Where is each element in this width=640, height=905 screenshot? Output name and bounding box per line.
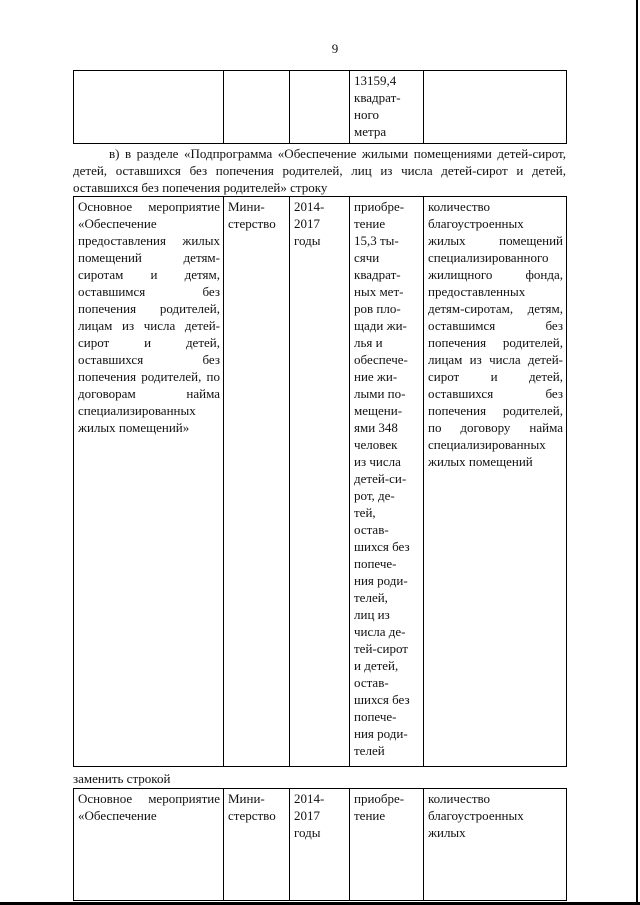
table-continuation	[73, 70, 567, 144]
period-cell: 2014- 2017 годы	[290, 197, 350, 767]
event-cell: Основное мероприятие «Обеспечение	[74, 789, 224, 901]
result-cell: количество благоустроенных жилых	[424, 789, 567, 901]
table-new-row	[73, 788, 567, 901]
indicator-cell: приобре- тение	[350, 789, 424, 901]
period-cell: 2014- 2017 годы	[290, 789, 350, 901]
table-cell	[74, 71, 224, 144]
table-cell: 13159,4 квадрат- ного метра	[350, 71, 424, 144]
table-row	[74, 71, 567, 144]
page-right-border	[636, 0, 638, 905]
replace-paragraph: заменить строкой	[73, 771, 171, 786]
table-cell	[224, 71, 290, 144]
table-cell	[290, 71, 350, 144]
amendment-paragraph: в) в разделе «Подпрограмма «Обеспечение жилыми помещениями детей-сирот, детей, оставшихся без попечения родителей, лиц из числа детей-сирот и детей, оставшихся без попечения родителей» строку	[73, 146, 566, 195]
table-row	[74, 197, 567, 767]
result-cell: количество благоустроенных жилых помещений специализированного жилищного фонда, предоставленных детям-сиротам, детям, оставшимся без попечения родителей, лицам из числа детей-сирот и детей, оставшихся без попечения родителей, по договору найма специализированных жилых помещений	[424, 197, 567, 767]
table-row	[74, 789, 567, 901]
table-cell	[424, 71, 567, 144]
event-cell: Основное мероприятие «Обеспечение предоставления жилых помещений детям-сиротам и детям, оставшимся без попечения родителей, лицам из числа детей-сирот и детей, оставшихся без попечения родителей, по договорам найма специализированных жилых помещений»	[74, 197, 224, 767]
indicator-cell: приобре- тение 15,3 ты- сячи квадрат- ных мет- ров пло- щади жи- лья и обеспече- ние жи- лыми по- мещени- ями 348 человек из числа детей-си- рот, де- тей, остав- шихся без попече- ния роди- телей, лиц из числа де- тей-сирот и детей, остав- шихся без попече- ния роди- телей	[350, 197, 424, 767]
executor-cell: Мини- стерство	[224, 789, 290, 901]
page-number: 9	[331, 41, 339, 56]
table-old-row	[73, 196, 567, 767]
executor-cell: Мини- стерство	[224, 197, 290, 767]
